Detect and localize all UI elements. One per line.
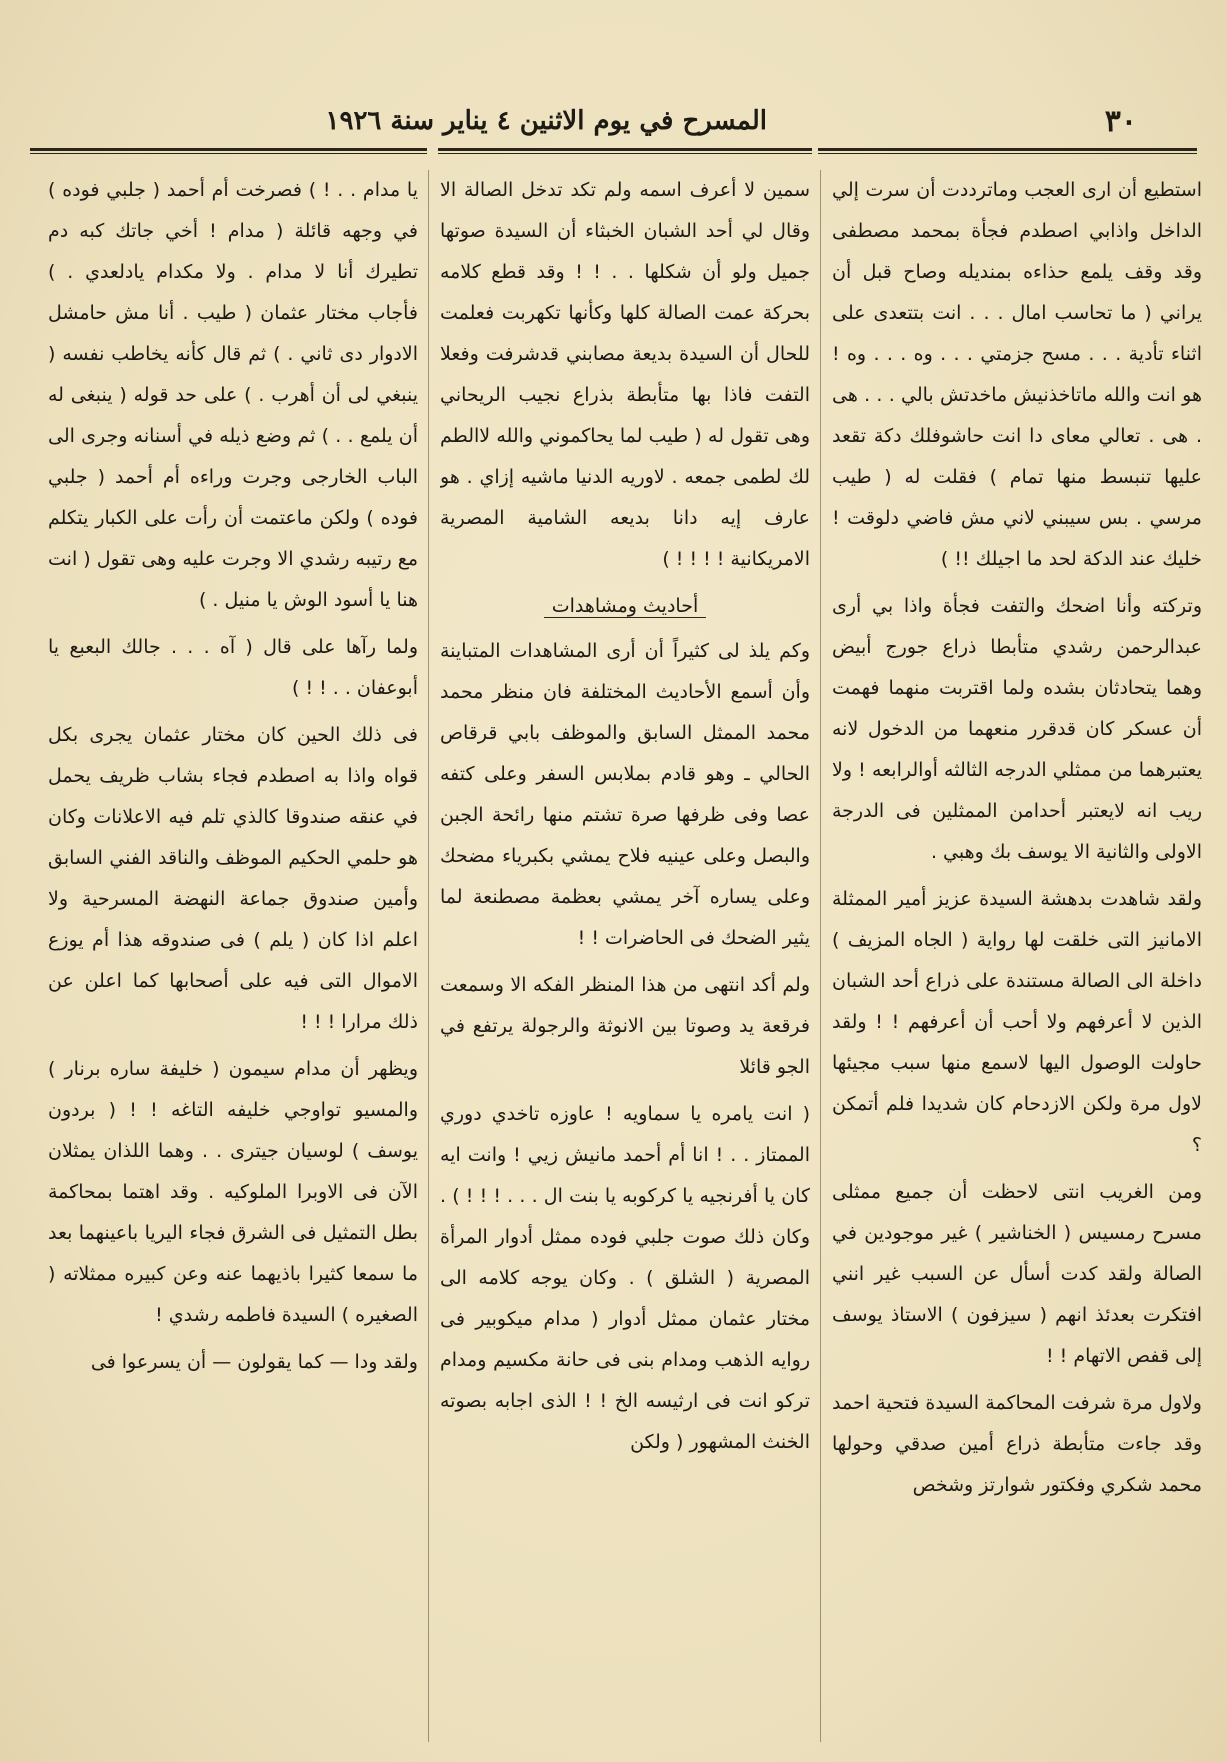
paragraph: وكم يلذ لى كثيراً أن أرى المشاهدات المتباينة وأن أسمع الأحاديث المختلفة فان منظر محمد محمد الممثل السابق والموظف بابي قرقاص الحالي ـ وهو قادم بملابس السفر وعلى كتفه عصا وفى ظرفها صرة تشتم منها رائحة الجبن والبصل وعلى عينيه فلاح يمشي بكبرياء مضحك وعلى يساره آخر يمشي بعظمة مصطنعة لما يثير الضحك فى الحاضرات ! !: [440, 640, 810, 949]
page-header: [30, 100, 1197, 160]
column-divider: [428, 170, 429, 1742]
header-rule-right: [818, 148, 1197, 154]
column-divider: [820, 170, 821, 1742]
paragraph: ولم أكد انتهى من هذا المنظر الفكه الا وسمعت فرقعة يد وصوتا بين الانوثة والرجولة يرتفع في الجو قائلا: [440, 974, 810, 1078]
page-number: ٣٠: [1104, 104, 1137, 139]
paragraph: ولقد ودا — كما يقولون — أن يسرعوا فى: [90, 1351, 418, 1373]
paragraph: ( انت يامره يا سماويه ! عاوزه تاخدي دوري الممتاز . . ! انا أم أحمد مانيش زيي ! وانت ايه كان يا أفرنجيه يا كركوبه يا بنت ال . . . ! ! ! ) . وكان ذلك صوت جلبي فوده ممثل أدوار المرأة المصرية ( الشلق ) . وكان يوجه كلامه الى مختار عثمان ممثل أدوار ( مدام ميكوبير فى روايه الذهب ومدام بنى فى حانة مكسيم ومدام تركو انت فى ارثيسه الخ ! ! الذى اجابه بصوته الخنث المشهور ( ولكن: [440, 1103, 810, 1453]
running-title: المسرح في يوم الاثنين ٤ يناير سنة ١٩٢٦: [325, 106, 767, 136]
section-subheading: [440, 586, 810, 627]
subheading-text: أحاديث ومشاهدات: [544, 595, 707, 618]
paragraph: استطيع أن ارى العجب وماترددت أن سرت إلي الداخل واذابي اصطدم فجأة بمحمد مصطفى وقد وقف يلمع حذاءه بمنديله وصاح قبل أن يراني ( ما تحاسب امال . . . انت بتتعدى على اثناء تأدية . . . مسح جزمتي . . . وه . . . وه ! هو انت والله ماتاخذنيش ماخدتش بالي . . . هى . هى . تعالي معاى دا انت حاشوفلك دكة تقعد عليها تنبسط منها تمام ) فقلت له ( طيب مرسي . بس سيبني لاني مش فاضي دلوقت ! خليك عند الدكة لحد ما اجيلك !! ): [832, 179, 1202, 570]
header-rule-middle: [438, 148, 811, 154]
column-right: [832, 170, 1202, 1742]
paragraph: ولقد شاهدت بدهشة السيدة عزيز أمير الممثلة الامانيز التى خلقت لها رواية ( الجاه المزيف ) داخلة الى الصالة مستندة على ذراع أحد الشبان الذين لا أعرفهم ولا أحب أن أعرفهم ! ! ولقد حاولت الوصول اليها لاسمع منها سبب مجيئها لاول مرة ولكن الازدحام كان شديدا فلم أتمكن ؟: [832, 888, 1202, 1156]
header-rule-left: [30, 148, 427, 154]
paragraph: فى ذلك الحين كان مختار عثمان يجرى بكل قواه واذا به اصطدم فجاء بشاب ظريف يحمل في عنقه صندوقا كالذي تلم فيه الاعلانات وكان هو حلمي الحكيم الموظف والناقد الفني السابق وأمين صندوق جماعة النهضة المسرحية ولا اعلم اذا كان ( يلم ) فى صندوقه هذا أم يوزع الاموال التى فيه على أصحابها كما اعلن عن ذلك مرارا ! ! !: [48, 724, 418, 1033]
paragraph: سمين لا أعرف اسمه ولم تكد تدخل الصالة الا وقال لي أحد الشبان الخبثاء أن السيدة صوتها جميل ولو أن شكلها . . ! ! وقد قطع كلامه بحركة عمت الصالة كلها وكأنها تكهربت فعلمت للحال أن السيدة بديعة مصابني قدشرفت وفعلا التفت فاذا بها متأبطة بذراع نجيب الريحاني وهى تقول له ( طيب لما يحاكموني والله لاالطم لك لطمى جمعه . لاوريه الدنيا ماشيه إزاي . هو عارف إيه دانا بديعه الشامية المصرية الامريكانية ! ! ! ! ): [440, 179, 810, 570]
paragraph: وتركته وأنا اضحك والتفت فجأة واذا بي أرى عبدالرحمن رشدي متأبطا ذراع جورج أبيض وهما يتحادثان بشده ولما اقتربت منهما فهمت أن عسكر كان قدقرر منعهما من الدخول لانه يعتبرهما من ممثلي الدرجه الثالثه أوالرابعه ! ولا ريب انه لايعتبر أحدامن الممثلين فى الدرجة الاولى والثانية الا يوسف بك وهبي .: [832, 595, 1202, 863]
paragraph: يا مدام . . ! ) فصرخت أم أحمد ( جلبي فوده ) في وجهه قائلة ( مدام ! أخي جاتك كبه دم تطيرك أنا لا مدام . ولا مكدام يادلعدي . ) فأجاب مختار عثمان ( طيب . أنا مش حامشل الادوار دى ثاني . ) ثم قال كأنه يخاطب نفسه ( ينبغي لى أن أهرب . ) على حد قوله ( ينبغى له أن يلمع . . ) ثم وضع ذيله في أسنانه وجرى الى الباب الخارجى وجرت وراءه أم أحمد ( جلبي فوده ) ولكن ماعتمت أن رأت على الكبار يتكلم مع رتيبه رشدي الا وجرت عليه وهى تقول ( انت هنا يا أسود الوش يا منيل . ): [48, 179, 418, 611]
article-columns: [25, 170, 1202, 1742]
paragraph: ولاول مرة شرفت المحاكمة السيدة فتحية احمد وقد جاءت متأبطة ذراع أمين صدقي وحولها محمد شكري وفكتور شوارتز وشخص: [832, 1392, 1202, 1496]
paragraph: ويظهر أن مدام سيمون ( خليفة ساره برنار ) والمسيو تواوجي خليفه التاغه ! ! ( بردون يوسف ) لوسيان جيترى . . وهما اللذان يمثلان الآن فى الاوبرا الملوكيه . وقد اهتما بمحاكمة بطل التمثيل فى الشرق فجاء اليريا باعينهما بعد ما سمعا كثيرا باذيهما عنه وعن كبيره ممثلاته ( الصغيره ) السيدة فاطمه رشدي !: [48, 1058, 418, 1326]
column-left: [48, 170, 418, 1742]
column-middle: [440, 170, 810, 1742]
paragraph: ولما رآها على قال ( آه . . . جالك البعبع يا أبوعفان . . ! ! ): [48, 636, 418, 699]
paragraph: ومن الغريب انتى لاحظت أن جميع ممثلى مسرح رمسيس ( الخناشير ) غير موجودين في الصالة ولقد كدت أسأل عن السبب غير انني افتكرت بعدئذ انهم ( سيزفون ) الاستاذ يوسف إلى قفص الاتهام ! !: [832, 1181, 1202, 1367]
